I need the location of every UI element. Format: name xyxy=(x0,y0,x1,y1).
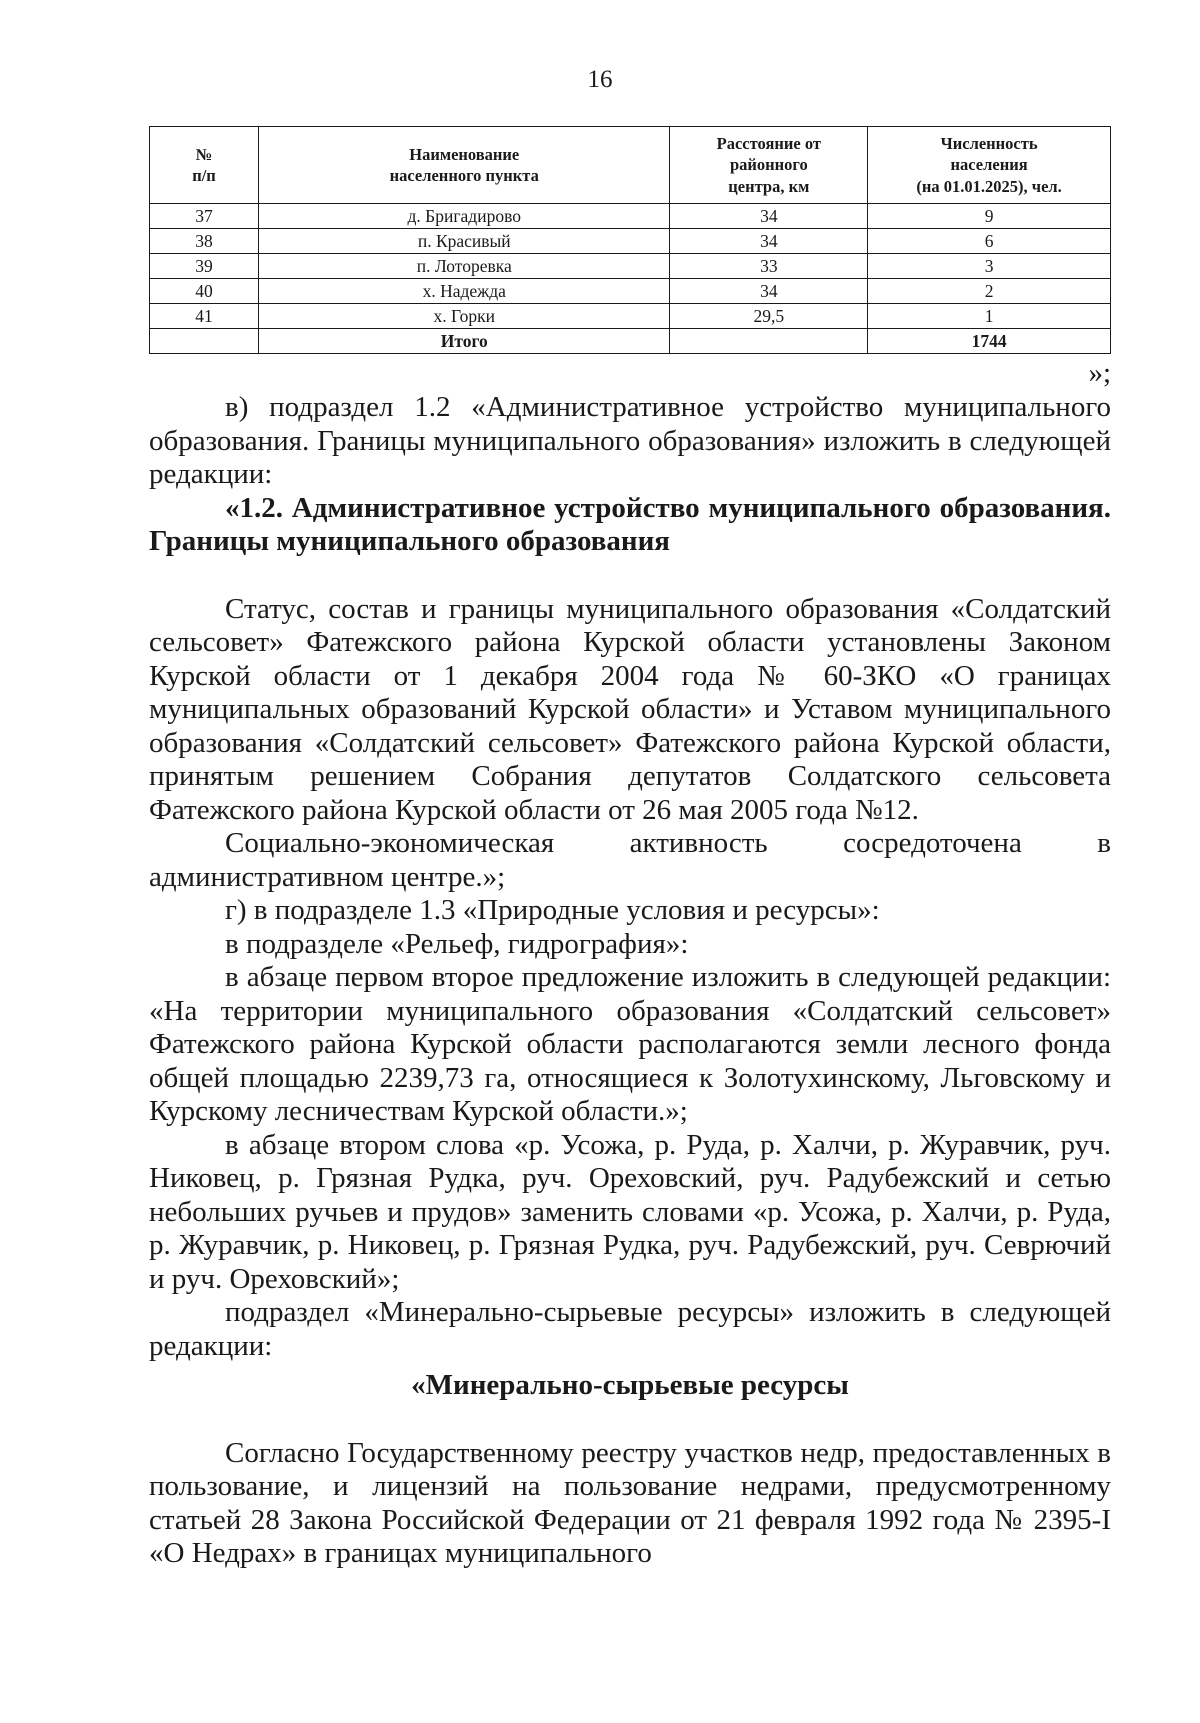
page-number: 16 xyxy=(587,66,613,93)
total-num-empty xyxy=(150,329,259,354)
table-header-row xyxy=(150,127,1111,204)
table-row xyxy=(150,279,1111,304)
paragraph-social: Социально-экономическая активность сосредоточена в административном центре.»; xyxy=(149,827,1111,893)
header-name: Наименование населенного пункта xyxy=(259,127,670,204)
row-distance: 29,5 xyxy=(670,304,868,329)
row-population: 1 xyxy=(868,304,1111,329)
total-distance-empty xyxy=(670,329,868,354)
table-row xyxy=(150,254,1111,279)
row-name: х. Надежда xyxy=(259,279,670,304)
row-population: 3 xyxy=(868,254,1111,279)
heading-1-2: «1.2. Административное устройство муниципального образования. Границы муниципального образования xyxy=(149,491,1111,557)
row-distance: 34 xyxy=(670,204,868,229)
total-population: 1744 xyxy=(868,329,1111,354)
row-num: 37 xyxy=(150,204,259,229)
row-distance: 33 xyxy=(670,254,868,279)
header-distance: Расстояние от районного центра, км xyxy=(670,127,868,204)
closing-quote: »; xyxy=(1088,357,1111,389)
row-distance: 34 xyxy=(670,229,868,254)
row-population: 9 xyxy=(868,204,1111,229)
row-num: 39 xyxy=(150,254,259,279)
row-name: п. Лоторевка xyxy=(259,254,670,279)
row-name: х. Горки xyxy=(259,304,670,329)
total-label: Итого xyxy=(259,329,670,354)
paragraph-subsection-1-2: в) подраздел 1.2 «Административное устройство муниципального образования. Границы муниципального образования» изложить в следующей редакции: xyxy=(149,391,1111,490)
row-num: 38 xyxy=(150,229,259,254)
paragraph-abzac-first: в абзаце первом второе предложение изложить в следующей редакции: «На территории муниципального образования «Солдатский сельсовет» Фатежского района Курской области располагаются земли лесного фонда общей площадью 2239,73 га, относящиеся к Золотухинскому, Льговскому и Курскому лесничествам Курской области.»; xyxy=(149,961,1111,1127)
paragraph-last: Согласно Государственному реестру участков недр, предоставленных в пользование, и лицензий на пользование недрами, предусмотренному статьей 28 Закона Российской Федерации от 21 февраля 1992 года № 2395-I «О Недрах» в границах муниципального xyxy=(149,1436,1111,1569)
paragraph-mineral-intro: подраздел «Минерально-сырьевые ресурсы» изложить в следующей редакции: xyxy=(149,1296,1111,1362)
row-num: 41 xyxy=(150,304,259,329)
heading-mineral: «Минерально-сырьевые ресурсы xyxy=(411,1369,849,1401)
row-num: 40 xyxy=(150,279,259,304)
row-name: д. Бригадирово xyxy=(259,204,670,229)
settlements-table xyxy=(149,126,1111,354)
table-total-row xyxy=(150,329,1111,354)
paragraph-g: г) в подразделе 1.3 «Природные условия и ресурсы»: xyxy=(225,894,880,926)
paragraph-status: Статус, состав и границы муниципального образования «Солдатский сельсовет» Фатежского района Курской области установлены Законом Курской области от 1 декабря 2004 года № 60-ЗКО «О границах муниципальных образований Курской области» и Уставом муниципального образования «Солдатский сельсовет» Фатежского района Курской области, принятым решением Собрания депутатов Солдатского сельсовета Фатежского района Курской области от 26 мая 2005 года №12. xyxy=(149,592,1111,826)
row-population: 2 xyxy=(868,279,1111,304)
paragraph-relief: в подразделе «Рельеф, гидрография»: xyxy=(225,927,689,960)
row-name: п. Красивый xyxy=(259,229,670,254)
header-population: Численность населения (на 01.01.2025), чел. xyxy=(868,127,1111,204)
table-row xyxy=(150,304,1111,329)
row-distance: 34 xyxy=(670,279,868,304)
paragraph-abzac-second: в абзаце втором слова «р. Усожа, р. Руда, р. Халчи, р. Журавчик, руч. Никовец, р. Грязная Рудка, руч. Ореховский, руч. Радубежский и сетью небольших ручьев и прудов» заменить словами «р. Усожа, р. Халчи, р. Руда, р. Журавчик, р. Никовец, р. Грязная Рудка, руч. Радубежский, руч. Севрючий и руч. Ореховский»; xyxy=(149,1128,1111,1295)
header-num: № п/п xyxy=(150,127,259,204)
table-row xyxy=(150,204,1111,229)
row-population: 6 xyxy=(868,229,1111,254)
body-text xyxy=(149,391,1111,1571)
table-row xyxy=(150,229,1111,254)
